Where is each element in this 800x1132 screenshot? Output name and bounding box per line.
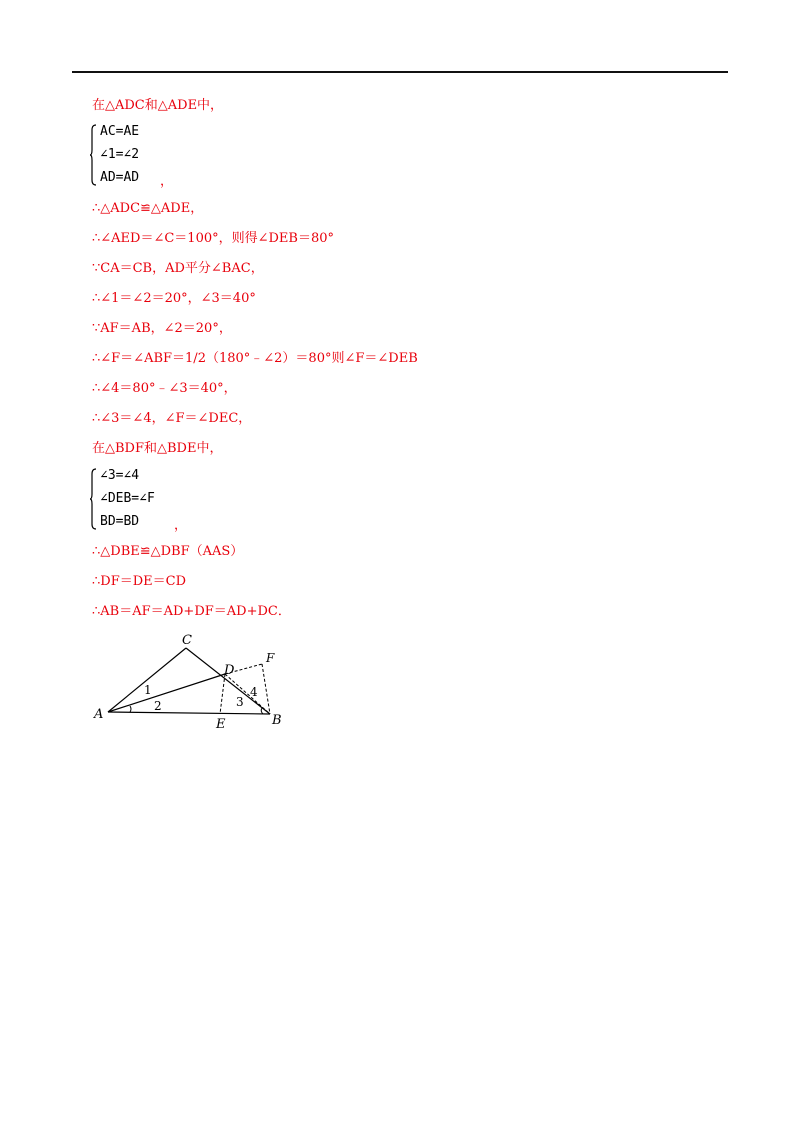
segment-db	[225, 674, 270, 714]
geometry-figure	[90, 628, 300, 738]
text-line-10: 在△BDF和△BDE中，	[92, 441, 223, 456]
system1-eq-1: AC=AE	[100, 124, 140, 139]
system2-eq-2: ∠DEB=∠F	[100, 491, 155, 506]
segment-ac	[108, 648, 186, 712]
segment-fb	[262, 664, 270, 714]
text-line-5: ∴∠1＝∠2＝20°，∠3＝40°	[92, 291, 256, 306]
system2-eq-3: BD=BD	[100, 514, 140, 529]
system1-comma: ，	[160, 174, 174, 189]
left-brace-icon	[90, 468, 97, 530]
label-angle-3: 3	[236, 695, 244, 709]
label-b: B	[272, 713, 282, 728]
label-a: A	[94, 707, 104, 722]
system1-eq-3: AD=AD	[100, 170, 140, 185]
text-line-12: ∴DF＝DE＝CD	[92, 574, 186, 589]
segment-ad	[108, 674, 225, 712]
label-e: E	[216, 717, 226, 732]
header-rule	[72, 71, 728, 73]
text-line-2: ∴△ADC≌△ADE，	[92, 201, 204, 216]
left-brace-icon	[90, 124, 97, 186]
label-angle-4: 4	[250, 685, 258, 699]
text-line-9: ∴∠3＝∠4，∠F＝∠DEC，	[92, 411, 252, 426]
equation-system-1	[90, 124, 210, 188]
system2-eq-1: ∠3=∠4	[100, 468, 140, 483]
text-line-4: ∵CA＝CB，AD平分∠BAC，	[92, 261, 264, 276]
equation-system-2	[90, 468, 210, 532]
label-f: F	[266, 651, 275, 665]
text-line-1: 在△ADC和△ADE中，	[92, 98, 224, 113]
text-line-6: ∵AF＝AB，∠2＝20°，	[92, 321, 232, 336]
system2-comma: ，	[174, 518, 188, 533]
segment-ab	[108, 712, 270, 714]
label-d: D	[224, 663, 235, 678]
text-line-11: ∴△DBE≌△DBF（AAS）	[92, 544, 244, 559]
label-angle-1: 1	[144, 683, 152, 697]
segment-cb	[186, 648, 270, 714]
text-line-8: ∴∠4＝80°﹣∠3＝40°，	[92, 381, 237, 396]
system1-eq-2: ∠1=∠2	[100, 147, 140, 162]
text-line-3: ∴∠AED＝∠C＝100°，则得∠DEB＝80°	[92, 231, 335, 246]
text-line-7: ∴∠F＝∠ABF＝1/2（180°﹣∠2）＝80°则∠F＝∠DEB	[92, 351, 418, 366]
label-c: C	[182, 633, 192, 648]
text-line-13: ∴AB＝AF＝AD+DF＝AD+DC．	[92, 604, 291, 619]
segment-de	[220, 674, 225, 714]
angle-arc-a	[130, 706, 131, 712]
label-angle-2: 2	[154, 699, 162, 713]
